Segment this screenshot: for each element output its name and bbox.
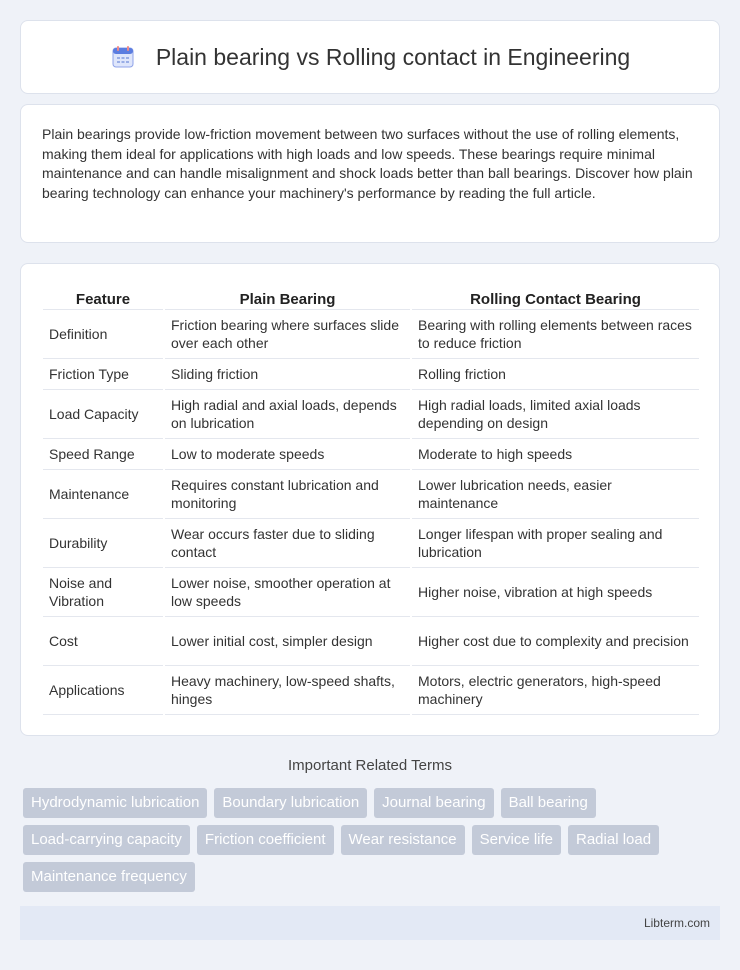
row-feature: Applications [43, 665, 164, 714]
related-terms-list [23, 788, 723, 892]
row-rolling: High radial loads, limited axial loads depending on design [411, 389, 699, 438]
related-term-tag[interactable]: Boundary lubrication [214, 788, 367, 818]
table-row [43, 358, 699, 389]
row-rolling: Moderate to high speeds [411, 438, 699, 469]
row-plain: Lower initial cost, simpler design [164, 616, 411, 665]
intro-card [20, 104, 720, 243]
related-term-tag[interactable]: Journal bearing [374, 788, 493, 818]
row-rolling: Lower lubrication needs, easier maintenance [411, 469, 699, 518]
comparison-table-card [20, 263, 720, 736]
row-rolling: Higher cost due to complexity and precision [411, 616, 699, 665]
table-row [43, 665, 699, 714]
related-term-tag[interactable]: Load-carrying capacity [23, 825, 190, 855]
row-plain: Requires constant lubrication and monitoring [164, 469, 411, 518]
page-title: Plain bearing vs Rolling contact in Engineering [155, 43, 631, 70]
row-feature: Load Capacity [43, 389, 164, 438]
calendar-icon [110, 44, 136, 70]
row-feature: Durability [43, 518, 164, 567]
row-plain: Sliding friction [164, 358, 411, 389]
row-feature: Maintenance [43, 469, 164, 518]
table-row [43, 389, 699, 438]
row-feature: Cost [43, 616, 164, 665]
table-row [43, 438, 699, 469]
table-row [43, 616, 699, 665]
related-term-tag[interactable]: Service life [472, 825, 561, 855]
header-card [20, 20, 720, 94]
row-plain: Friction bearing where surfaces slide over each other [164, 309, 411, 358]
comparison-table [43, 284, 699, 715]
footer-brand-link[interactable]: Libterm.com [643, 916, 710, 930]
row-rolling: Motors, electric generators, high-speed machinery [411, 665, 699, 714]
header-rolling-contact-bearing: Rolling Contact Bearing [411, 284, 699, 309]
table-header-row [43, 284, 699, 309]
related-term-tag[interactable]: Radial load [568, 825, 659, 855]
row-feature: Definition [43, 309, 164, 358]
row-feature: Noise and Vibration [43, 567, 164, 616]
row-plain: High radial and axial loads, depends on lubrication [164, 389, 411, 438]
related-term-tag[interactable]: Friction coefficient [197, 825, 334, 855]
row-feature: Friction Type [43, 358, 164, 389]
row-plain: Heavy machinery, low-speed shafts, hinges [164, 665, 411, 714]
table-row [43, 518, 699, 567]
intro-text: Plain bearings provide low-friction movement between two surfaces without the use of rolling elements, making them ideal for applications with high loads and low speeds. These bearings require minimal maintenance and can handle misalignment and shock loads better than ball bearings. Discover how plain bearing technology can enhance your machinery's performance by reading the full article. [42, 126, 693, 202]
row-plain: Low to moderate speeds [164, 438, 411, 469]
related-term-tag[interactable]: Ball bearing [501, 788, 596, 818]
footer [20, 906, 720, 940]
row-plain: Wear occurs faster due to sliding contact [164, 518, 411, 567]
table-row [43, 469, 699, 518]
row-feature: Speed Range [43, 438, 164, 469]
table-row [43, 309, 699, 358]
title-wrap [110, 44, 630, 71]
related-term-tag[interactable]: Wear resistance [341, 825, 465, 855]
header-plain-bearing: Plain Bearing [164, 284, 411, 309]
related-terms-title: Important Related Terms [288, 757, 452, 774]
row-rolling: Bearing with rolling elements between races to reduce friction [411, 309, 699, 358]
row-rolling: Rolling friction [411, 358, 699, 389]
header-feature: Feature [43, 284, 164, 309]
related-term-tag[interactable]: Maintenance frequency [23, 862, 195, 892]
row-plain: Lower noise, smoother operation at low speeds [164, 567, 411, 616]
related-term-tag[interactable]: Hydrodynamic lubrication [23, 788, 207, 818]
row-rolling: Higher noise, vibration at high speeds [411, 567, 699, 616]
row-rolling: Longer lifespan with proper sealing and lubrication [411, 518, 699, 567]
table-row [43, 567, 699, 616]
